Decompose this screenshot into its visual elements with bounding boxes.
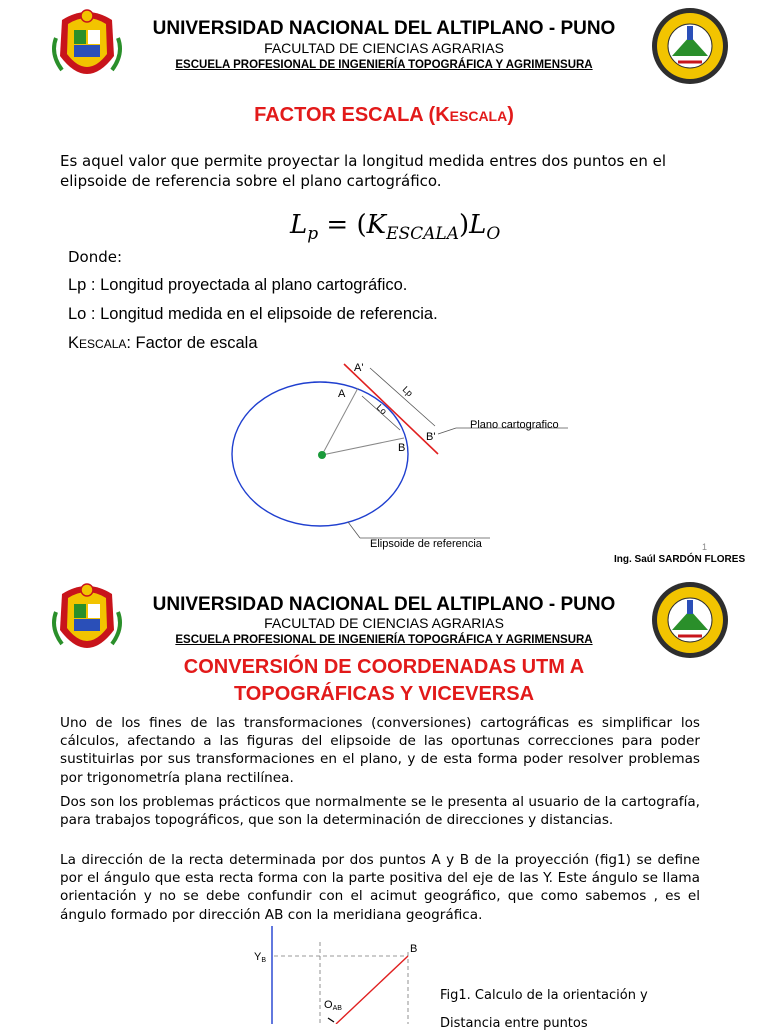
scale-factor-formula: $L_p = (K_{ESCALA})L_O$ <box>290 210 501 245</box>
figure-caption: Fig1. Calculo de la orientación y <box>440 988 648 1003</box>
faculty-name: FACULTAD DE CIENCIAS AGRARIAS <box>264 615 504 631</box>
label-a-prime: A' <box>354 362 364 374</box>
figure-caption-line2: Distancia entre puntos <box>440 1016 588 1031</box>
center-point <box>318 451 326 459</box>
paragraph-3: La dirección de la recta determinada por dos puntos A y B de la proyección (fig1) se define por el ángulo que esta recta forma con la parte positiva del eje de las Y. Este ángulo se llama orientación y no se debe confundir con el acimut geográfico, que como sabemos , es el ángulo formado por dirección AB con la meridiana geográfica. <box>60 852 700 923</box>
author-name: Ing. Saúl SARDÓN FLORES <box>614 554 746 565</box>
school-name: ESCUELA PROFESIONAL DE INGENIERÍA TOPOGRÁFICA Y AGRIMENSURA <box>175 59 593 71</box>
label-yb: YB <box>254 951 267 964</box>
school-name: ESCUELA PROFESIONAL DE INGENIERÍA TOPOGRÁFICA Y AGRIMENSURA <box>175 634 593 646</box>
definition-lo: Lo : Longitud medida en el elipsoide de referencia. <box>68 305 438 323</box>
paragraph-1: Uno de los fines de las transformaciones (conversiones) cartográficas es simplificar los cálculos, afectando a las figuras del elipsoide de las oportunas correcciones para poder sustituirlas por sus transformaciones en el plano, y de esta forma poder resolver problemas por trigonometría plana rectilínea. <box>60 715 700 786</box>
projection-diagram <box>220 356 580 560</box>
paragraph-2: Dos son los problemas prácticos que normalmente se le presenta al usuario de la cartografía, para trabajos topográficos, que son la determinación de direcciones y distancias. <box>60 794 700 829</box>
university-name: UNIVERSIDAD NACIONAL DEL ALTIPLANO - PUNO <box>152 594 616 615</box>
donde-label: Donde: <box>68 248 123 266</box>
label-b: B <box>410 943 418 955</box>
slide2-title: CONVERSIÓN DE COORDENADAS UTM A TOPOGRÁFICAS Y VICEVERSA <box>183 656 585 705</box>
label-lp: Lp <box>400 384 415 399</box>
label-oab: OAB <box>324 999 342 1012</box>
label-b-prime: B' <box>426 431 436 443</box>
label-plano: Plano cartografico <box>470 419 559 431</box>
label-elipsoide: Elipsoide de referencia <box>370 538 482 550</box>
label-lo: Lo <box>374 402 389 417</box>
slide-title: FACTOR ESCALA (KESCALA) <box>254 104 514 126</box>
faculty-name: FACULTAD DE CIENCIAS AGRARIAS <box>264 40 504 56</box>
radius-to-b <box>322 438 404 455</box>
university-name: UNIVERSIDAD NACIONAL DEL ALTIPLANO - PUNO <box>152 18 616 39</box>
label-b: B <box>398 442 406 454</box>
orientation-diagram <box>240 922 430 1024</box>
intro-text: Es aquel valor que permite proyectar la longitud medida entres dos puntos en el elipsoide de referencia sobre el plano cartográfico. <box>60 152 667 190</box>
definition-k: KESCALA: Factor de escala <box>68 334 258 352</box>
line-ab <box>336 956 408 1024</box>
label-a: A <box>338 388 346 400</box>
page-number: 1 <box>702 542 708 552</box>
definition-lp: Lp : Longitud proyectada al plano cartográfico. <box>68 276 408 294</box>
